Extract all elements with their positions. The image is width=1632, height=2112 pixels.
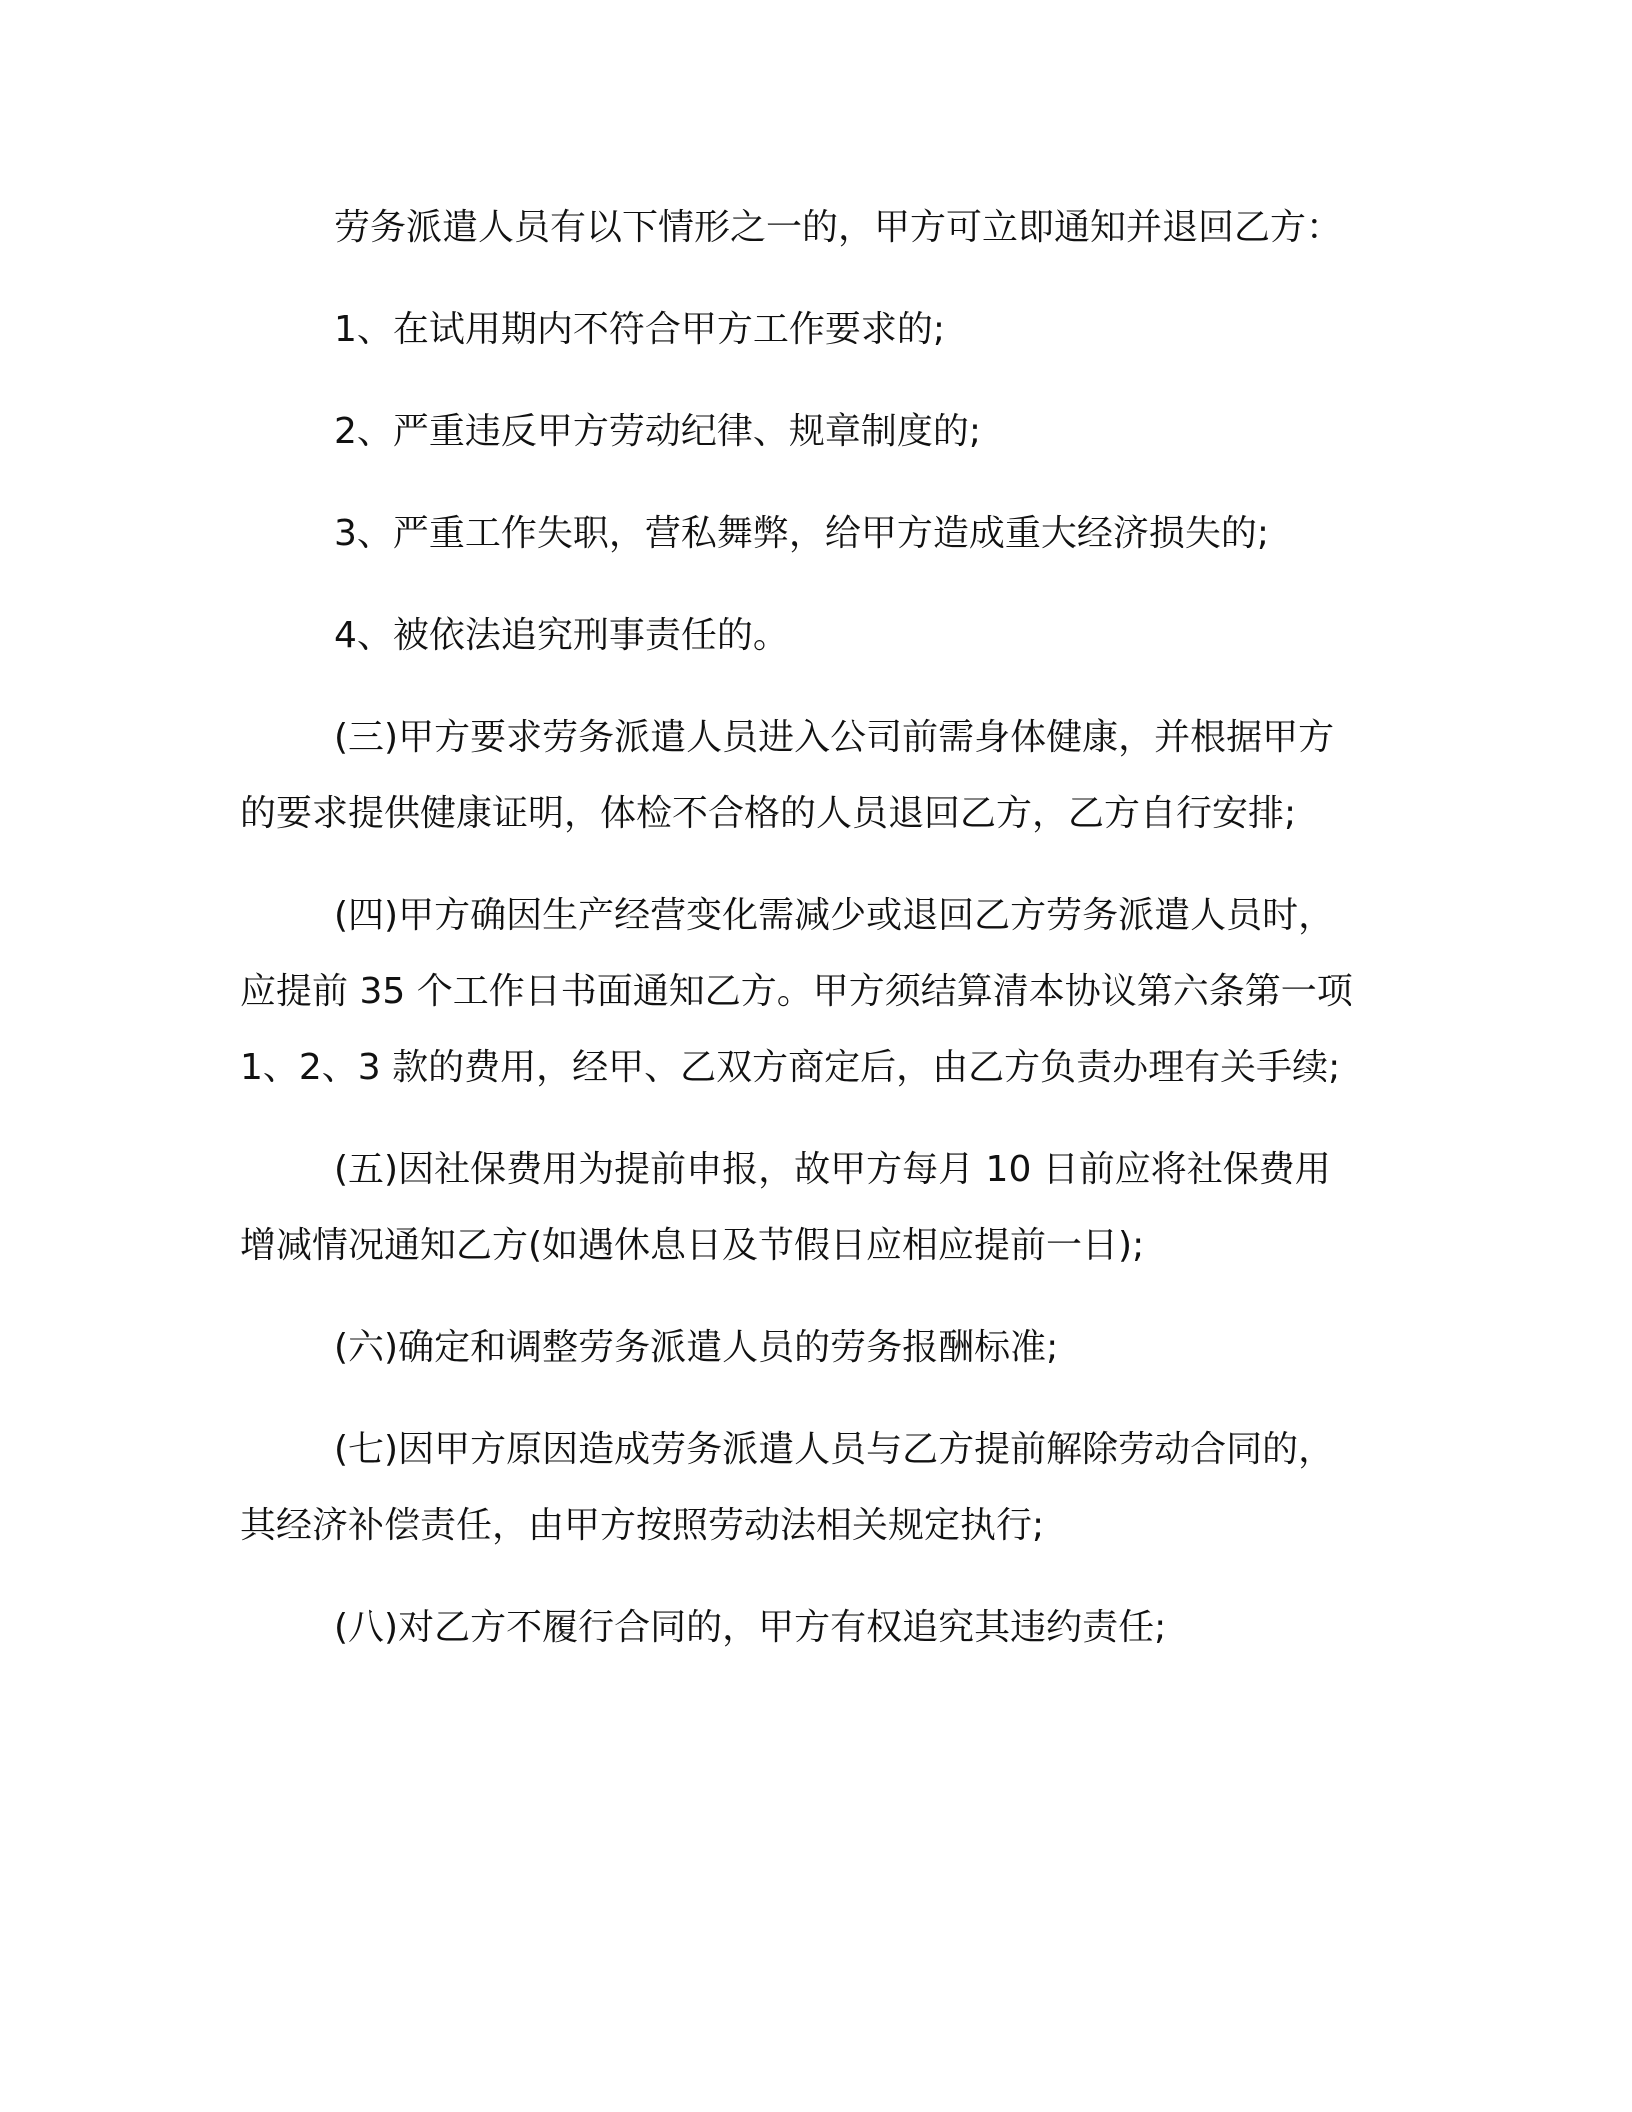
paragraph-line: (六)确定和调整劳务派遣人员的劳务报酬标准; (334, 1327, 1059, 1368)
paragraph-line: (八)对乙方不履行合同的，甲方有权追究其违约责任; (334, 1607, 1167, 1648)
clause-4 (240, 878, 1390, 1106)
clause-5 (240, 1132, 1390, 1284)
clause-3 (240, 700, 1390, 852)
paragraph-line: 劳务派遣人员有以下情形之一的，甲方可立即通知并退回乙方： (334, 207, 1343, 248)
paragraph-line: 4、被依法追究刑事责任的。 (334, 615, 789, 656)
clause-7 (240, 1412, 1390, 1564)
paragraph-line: (七)因甲方原因造成劳务派遣人员与乙方提前解除劳动合同的， (334, 1429, 1335, 1470)
paragraph-line: 1、在试用期内不符合甲方工作要求的; (334, 309, 946, 350)
paragraph-line: 应提前 35 个工作日书面通知乙方。甲方须结算清本协议第六条第一项 (240, 971, 1353, 1012)
paragraph-line: (四)甲方确因生产经营变化需减少或退回乙方劳务派遣人员时， (334, 895, 1335, 936)
document-body (240, 190, 1390, 1692)
paragraph-line: (三)甲方要求劳务派遣人员进入公司前需身体健康，并根据甲方 (334, 717, 1335, 758)
paragraph-line: 的要求提供健康证明，体检不合格的人员退回乙方，乙方自行安排; (240, 793, 1297, 834)
paragraph-line: 其经济补偿责任，由甲方按照劳动法相关规定执行; (240, 1505, 1045, 1546)
paragraph-intro (240, 190, 1390, 266)
list-item-1 (240, 292, 1390, 368)
list-item-2 (240, 394, 1390, 470)
clause-6 (240, 1310, 1390, 1386)
list-item-3 (240, 496, 1390, 572)
list-item-4 (240, 598, 1390, 674)
paragraph-line: 3、严重工作失职，营私舞弊，给甲方造成重大经济损失的; (334, 513, 1270, 554)
paragraph-line: 增减情况通知乙方(如遇休息日及节假日应相应提前一日); (240, 1225, 1145, 1266)
paragraph-line: (五)因社保费用为提前申报，故甲方每月 10 日前应将社保费用 (334, 1149, 1331, 1190)
paragraph-line: 1、2、3 款的费用，经甲、乙双方商定后，由乙方负责办理有关手续; (240, 1047, 1341, 1088)
clause-8 (240, 1590, 1390, 1666)
paragraph-line: 2、严重违反甲方劳动纪律、规章制度的; (334, 411, 982, 452)
